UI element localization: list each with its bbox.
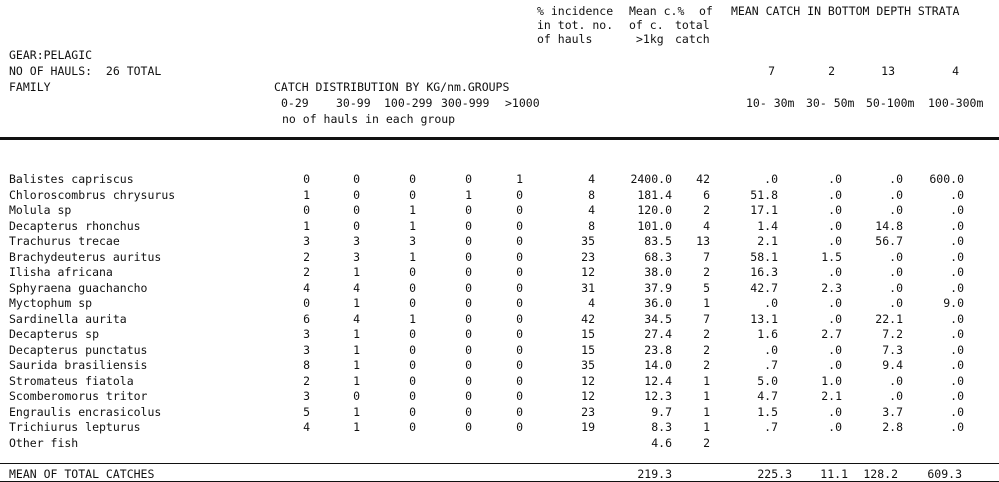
stratum-value-2: .0 [889, 172, 903, 186]
cell-inc: 12 [581, 265, 595, 279]
group-count-0: 4 [303, 420, 310, 434]
stratum-value-3: 600.0 [929, 172, 964, 186]
cell-inc: 8 [588, 219, 595, 233]
stratum-value-3: .0 [950, 281, 964, 295]
group-count-3: 0 [465, 296, 472, 310]
group-count-2: 3 [409, 234, 416, 248]
stratum-value-2: 2.8 [882, 420, 903, 434]
species-name: Engraulis encrasicolus [9, 405, 162, 419]
cell-inc: 35 [581, 358, 595, 372]
group-count-0: 3 [303, 327, 310, 341]
stratum-value-0: 2.1 [757, 234, 778, 248]
group-count-2: 0 [409, 265, 416, 279]
cell-pct: 13 [696, 234, 710, 248]
group-count-1: 1 [353, 343, 360, 357]
stratum-value-0: 1.4 [757, 219, 778, 233]
group-count-2: 0 [409, 405, 416, 419]
group-count-1: 0 [353, 389, 360, 403]
group-count-3: 0 [465, 250, 472, 264]
header-col-b-line-3: >1kg [636, 32, 664, 46]
group-count-0: 1 [303, 219, 310, 233]
cell-pct: 2 [703, 265, 710, 279]
group-count-2: 0 [409, 172, 416, 186]
species-name: Chloroscombrus chrysurus [9, 188, 176, 202]
cell-pct: 42 [696, 172, 710, 186]
strata-count-3: 4 [952, 64, 959, 78]
group-count-2: 0 [409, 343, 416, 357]
stratum-value-3: 9.0 [943, 296, 964, 310]
group-count-0: 0 [303, 203, 310, 217]
stratum-value-0: 5.0 [757, 374, 778, 388]
group-count-4: 0 [516, 374, 523, 388]
cell-pct: 4 [703, 219, 710, 233]
stratum-value-0: 58.1 [750, 250, 778, 264]
group-count-0: 0 [303, 296, 310, 310]
stratum-value-2: .0 [889, 281, 903, 295]
group-count-3: 0 [465, 343, 472, 357]
stratum-value-2: 56.7 [875, 234, 903, 248]
group-count-3: 0 [465, 420, 472, 434]
group-count-4: 0 [516, 281, 523, 295]
stratum-value-3: .0 [950, 265, 964, 279]
stratum-value-2: .0 [889, 265, 903, 279]
stratum-value-1: .0 [828, 296, 842, 310]
cell-pct: 2 [703, 203, 710, 217]
stratum-value-3: .0 [950, 343, 964, 357]
group-count-1: 1 [353, 358, 360, 372]
family-label: FAMILY [9, 80, 51, 94]
group-count-0: 3 [303, 343, 310, 357]
species-name: Sardinella aurita [9, 312, 127, 326]
species-name: Saurida brasiliensis [9, 358, 148, 372]
species-name: Brachydeuterus auritus [9, 250, 162, 264]
group-count-1: 1 [353, 420, 360, 434]
stratum-value-1: .0 [828, 405, 842, 419]
stratum-value-2: 7.3 [882, 343, 903, 357]
species-name: Ilisha africana [9, 265, 113, 279]
stratum-value-1: .0 [828, 312, 842, 326]
stratum-value-3: .0 [950, 389, 964, 403]
species-name: Sphyraena guachancho [9, 281, 148, 295]
cell-pct: 2 [703, 436, 710, 450]
stratum-value-1: .0 [828, 420, 842, 434]
cell-mean: 101.0 [637, 219, 672, 233]
header-col-a-line-2: in tot. no. [537, 18, 614, 32]
stratum-value-1: .0 [828, 234, 842, 248]
stratum-value-3: .0 [950, 420, 964, 434]
stratum-value-0: 1.5 [757, 405, 778, 419]
group-count-3: 0 [465, 172, 472, 186]
stratum-value-2: .0 [889, 296, 903, 310]
species-name: Scomberomorus tritor [9, 389, 148, 403]
group-label-3: 300-999 [441, 96, 490, 110]
footer-label: MEAN OF TOTAL CATCHES [9, 467, 155, 481]
cell-mean: 83.5 [644, 234, 672, 248]
cell-mean: 68.3 [644, 250, 672, 264]
groups-note: no of hauls in each group [282, 112, 456, 126]
stratum-value-0: 42.7 [750, 281, 778, 295]
group-count-4: 0 [516, 203, 523, 217]
group-count-4: 0 [516, 265, 523, 279]
cell-mean: 4.6 [651, 436, 672, 450]
group-count-3: 0 [465, 234, 472, 248]
stratum-value-3: .0 [950, 188, 964, 202]
cell-mean: 181.4 [637, 188, 672, 202]
group-count-2: 1 [409, 203, 416, 217]
group-count-4: 0 [516, 389, 523, 403]
stratum-value-3: .0 [950, 234, 964, 248]
cell-inc: 15 [581, 343, 595, 357]
group-count-1: 1 [353, 296, 360, 310]
species-name: Decapterus sp [9, 327, 100, 341]
group-count-1: 0 [353, 219, 360, 233]
group-count-3: 1 [465, 188, 472, 202]
gear-label: GEAR:PELAGIC [9, 48, 93, 62]
strata-range-3: 100-300m [928, 96, 984, 110]
group-count-0: 6 [303, 312, 310, 326]
stratum-value-1: 2.1 [821, 389, 842, 403]
cell-mean: 14.0 [644, 358, 672, 372]
header-col-a-line-3: of hauls [537, 32, 593, 46]
group-count-4: 0 [516, 327, 523, 341]
species-name: Molula sp [9, 203, 72, 217]
stratum-value-2: 3.7 [882, 405, 903, 419]
stratum-value-3: .0 [950, 312, 964, 326]
cell-mean: 8.3 [651, 420, 672, 434]
stratum-value-1: 2.7 [821, 327, 842, 341]
header-col-b-line-1: Mean c.% [629, 4, 685, 18]
group-count-1: 1 [353, 327, 360, 341]
strata-count-2: 13 [881, 64, 895, 78]
strata-range-1: 30- 50m [806, 96, 855, 110]
species-name: Decapterus rhonchus [9, 219, 141, 233]
cell-mean: 12.4 [644, 374, 672, 388]
group-count-3: 0 [465, 327, 472, 341]
cell-inc: 4 [588, 203, 595, 217]
cell-mean: 27.4 [644, 327, 672, 341]
group-count-3: 0 [465, 312, 472, 326]
group-count-0: 3 [303, 234, 310, 248]
footer-stratum-0: 225.3 [757, 467, 792, 481]
cell-mean: 38.0 [644, 265, 672, 279]
cell-inc: 4 [588, 296, 595, 310]
stratum-value-1: .0 [828, 172, 842, 186]
stratum-value-2: 14.8 [875, 219, 903, 233]
group-count-2: 0 [409, 281, 416, 295]
cell-inc: 42 [581, 312, 595, 326]
stratum-value-3: .0 [950, 405, 964, 419]
cell-mean: 9.7 [651, 405, 672, 419]
group-count-1: 4 [353, 312, 360, 326]
stratum-value-2: .0 [889, 203, 903, 217]
strata-title: MEAN CATCH IN BOTTOM DEPTH STRATA [731, 4, 960, 18]
cell-inc: 4 [588, 172, 595, 186]
stratum-value-2: 22.1 [875, 312, 903, 326]
stratum-value-1: .0 [828, 358, 842, 372]
cell-pct: 7 [703, 250, 710, 264]
cell-pct: 1 [703, 389, 710, 403]
cell-mean: 37.9 [644, 281, 672, 295]
cell-pct: 2 [703, 327, 710, 341]
cell-mean: 120.0 [637, 203, 672, 217]
cell-pct: 2 [703, 358, 710, 372]
group-count-1: 3 [353, 250, 360, 264]
stratum-value-1: .0 [828, 188, 842, 202]
stratum-value-2: .0 [889, 389, 903, 403]
stratum-value-1: 1.0 [821, 374, 842, 388]
header-col-c-line-1: of [699, 4, 713, 18]
species-name: Stromateus fiatola [9, 374, 134, 388]
group-count-4: 0 [516, 250, 523, 264]
stratum-value-0: .7 [764, 358, 778, 372]
strata-count-0: 7 [768, 64, 775, 78]
group-count-2: 0 [409, 374, 416, 388]
stratum-value-0: 13.1 [750, 312, 778, 326]
strata-count-1: 2 [828, 64, 835, 78]
strata-range-2: 50-100m [866, 96, 915, 110]
header-rule [0, 137, 999, 140]
cell-pct: 1 [703, 296, 710, 310]
group-count-2: 1 [409, 250, 416, 264]
header-col-c-line-2: total [675, 18, 710, 32]
footer-stratum-2: 128.2 [863, 467, 898, 481]
stratum-value-3: .0 [950, 327, 964, 341]
stratum-value-1: 2.3 [821, 281, 842, 295]
cell-pct: 1 [703, 405, 710, 419]
group-count-2: 0 [409, 327, 416, 341]
group-count-0: 2 [303, 250, 310, 264]
footer-stratum-1: 11.1 [820, 467, 848, 481]
group-count-4: 0 [516, 420, 523, 434]
stratum-value-1: .0 [828, 265, 842, 279]
stratum-value-3: .0 [950, 219, 964, 233]
stratum-value-3: .0 [950, 203, 964, 217]
stratum-value-1: .0 [828, 219, 842, 233]
stratum-value-3: .0 [950, 358, 964, 372]
group-count-3: 0 [465, 219, 472, 233]
group-count-0: 1 [303, 188, 310, 202]
cell-inc: 12 [581, 374, 595, 388]
group-count-4: 1 [516, 172, 523, 186]
group-count-3: 0 [465, 374, 472, 388]
group-count-2: 1 [409, 312, 416, 326]
stratum-value-0: 51.8 [750, 188, 778, 202]
group-count-0: 0 [303, 172, 310, 186]
cell-inc: 35 [581, 234, 595, 248]
stratum-value-0: .7 [764, 420, 778, 434]
footer-mean: 219.3 [637, 467, 672, 481]
header-col-b-line-2: of c. [629, 18, 664, 32]
group-count-3: 0 [465, 281, 472, 295]
group-count-2: 0 [409, 420, 416, 434]
group-count-4: 0 [516, 358, 523, 372]
stratum-value-1: .0 [828, 343, 842, 357]
group-count-3: 0 [465, 389, 472, 403]
group-count-2: 0 [409, 188, 416, 202]
group-count-0: 5 [303, 405, 310, 419]
cell-pct: 1 [703, 374, 710, 388]
group-label-4: >1000 [505, 96, 540, 110]
no-of-hauls: NO OF HAULS: 26 TOTAL [9, 64, 162, 78]
stratum-value-1: .0 [828, 203, 842, 217]
stratum-value-0: 17.1 [750, 203, 778, 217]
stratum-value-1: 1.5 [821, 250, 842, 264]
group-count-1: 4 [353, 281, 360, 295]
group-count-2: 0 [409, 296, 416, 310]
cell-pct: 2 [703, 343, 710, 357]
stratum-value-2: .0 [889, 374, 903, 388]
group-count-0: 2 [303, 374, 310, 388]
group-count-4: 0 [516, 219, 523, 233]
species-name: Decapterus punctatus [9, 343, 148, 357]
cell-pct: 7 [703, 312, 710, 326]
stratum-value-0: .0 [764, 172, 778, 186]
cell-mean: 2400.0 [630, 172, 672, 186]
cell-inc: 23 [581, 250, 595, 264]
cell-mean: 34.5 [644, 312, 672, 326]
footer-stratum-3: 609.3 [927, 467, 962, 481]
group-label-0: 0-29 [281, 96, 309, 110]
cell-inc: 8 [588, 188, 595, 202]
group-count-4: 0 [516, 312, 523, 326]
stratum-value-2: .0 [889, 188, 903, 202]
cell-inc: 12 [581, 389, 595, 403]
species-name: Balistes capriscus [9, 172, 134, 186]
stratum-value-0: .0 [764, 343, 778, 357]
group-count-1: 1 [353, 265, 360, 279]
cell-inc: 23 [581, 405, 595, 419]
group-count-1: 1 [353, 374, 360, 388]
group-count-3: 0 [465, 203, 472, 217]
cell-inc: 15 [581, 327, 595, 341]
stratum-value-2: 9.4 [882, 358, 903, 372]
species-name: Trachurus trecae [9, 234, 120, 248]
group-count-0: 8 [303, 358, 310, 372]
cell-pct: 1 [703, 420, 710, 434]
group-count-0: 2 [303, 265, 310, 279]
group-count-2: 0 [409, 389, 416, 403]
stratum-value-0: .0 [764, 296, 778, 310]
group-count-3: 0 [465, 265, 472, 279]
species-name: Trichiurus lepturus [9, 420, 141, 434]
group-count-3: 0 [465, 405, 472, 419]
stratum-value-3: .0 [950, 250, 964, 264]
group-count-2: 0 [409, 358, 416, 372]
cell-mean: 12.3 [644, 389, 672, 403]
group-count-4: 0 [516, 188, 523, 202]
cell-mean: 23.8 [644, 343, 672, 357]
stratum-value-0: 4.7 [757, 389, 778, 403]
group-label-1: 30-99 [336, 96, 371, 110]
distribution-title: CATCH DISTRIBUTION BY KG/nm.GROUPS [274, 80, 510, 94]
group-count-4: 0 [516, 234, 523, 248]
group-count-4: 0 [516, 296, 523, 310]
group-count-1: 0 [353, 172, 360, 186]
header-col-c-line-3: catch [675, 32, 710, 46]
header-col-a-line-1: % incidence [537, 4, 614, 18]
cell-mean: 36.0 [644, 296, 672, 310]
cell-pct: 5 [703, 281, 710, 295]
cell-pct: 6 [703, 188, 710, 202]
group-count-1: 1 [353, 405, 360, 419]
group-count-4: 0 [516, 405, 523, 419]
group-count-1: 3 [353, 234, 360, 248]
group-count-3: 0 [465, 358, 472, 372]
group-count-1: 0 [353, 203, 360, 217]
cell-inc: 31 [581, 281, 595, 295]
group-count-2: 1 [409, 219, 416, 233]
group-count-4: 0 [516, 343, 523, 357]
footer-rule-top [0, 463, 999, 464]
stratum-value-2: .0 [889, 250, 903, 264]
stratum-value-0: 16.3 [750, 265, 778, 279]
group-label-2: 100-299 [384, 96, 433, 110]
strata-range-0: 10- 30m [746, 96, 795, 110]
group-count-0: 4 [303, 281, 310, 295]
stratum-value-0: 1.6 [757, 327, 778, 341]
species-name: Other fish [9, 436, 79, 450]
group-count-1: 0 [353, 188, 360, 202]
species-name: Myctophum sp [9, 296, 93, 310]
group-count-0: 3 [303, 389, 310, 403]
stratum-value-2: 7.2 [882, 327, 903, 341]
cell-inc: 19 [581, 420, 595, 434]
stratum-value-3: .0 [950, 374, 964, 388]
